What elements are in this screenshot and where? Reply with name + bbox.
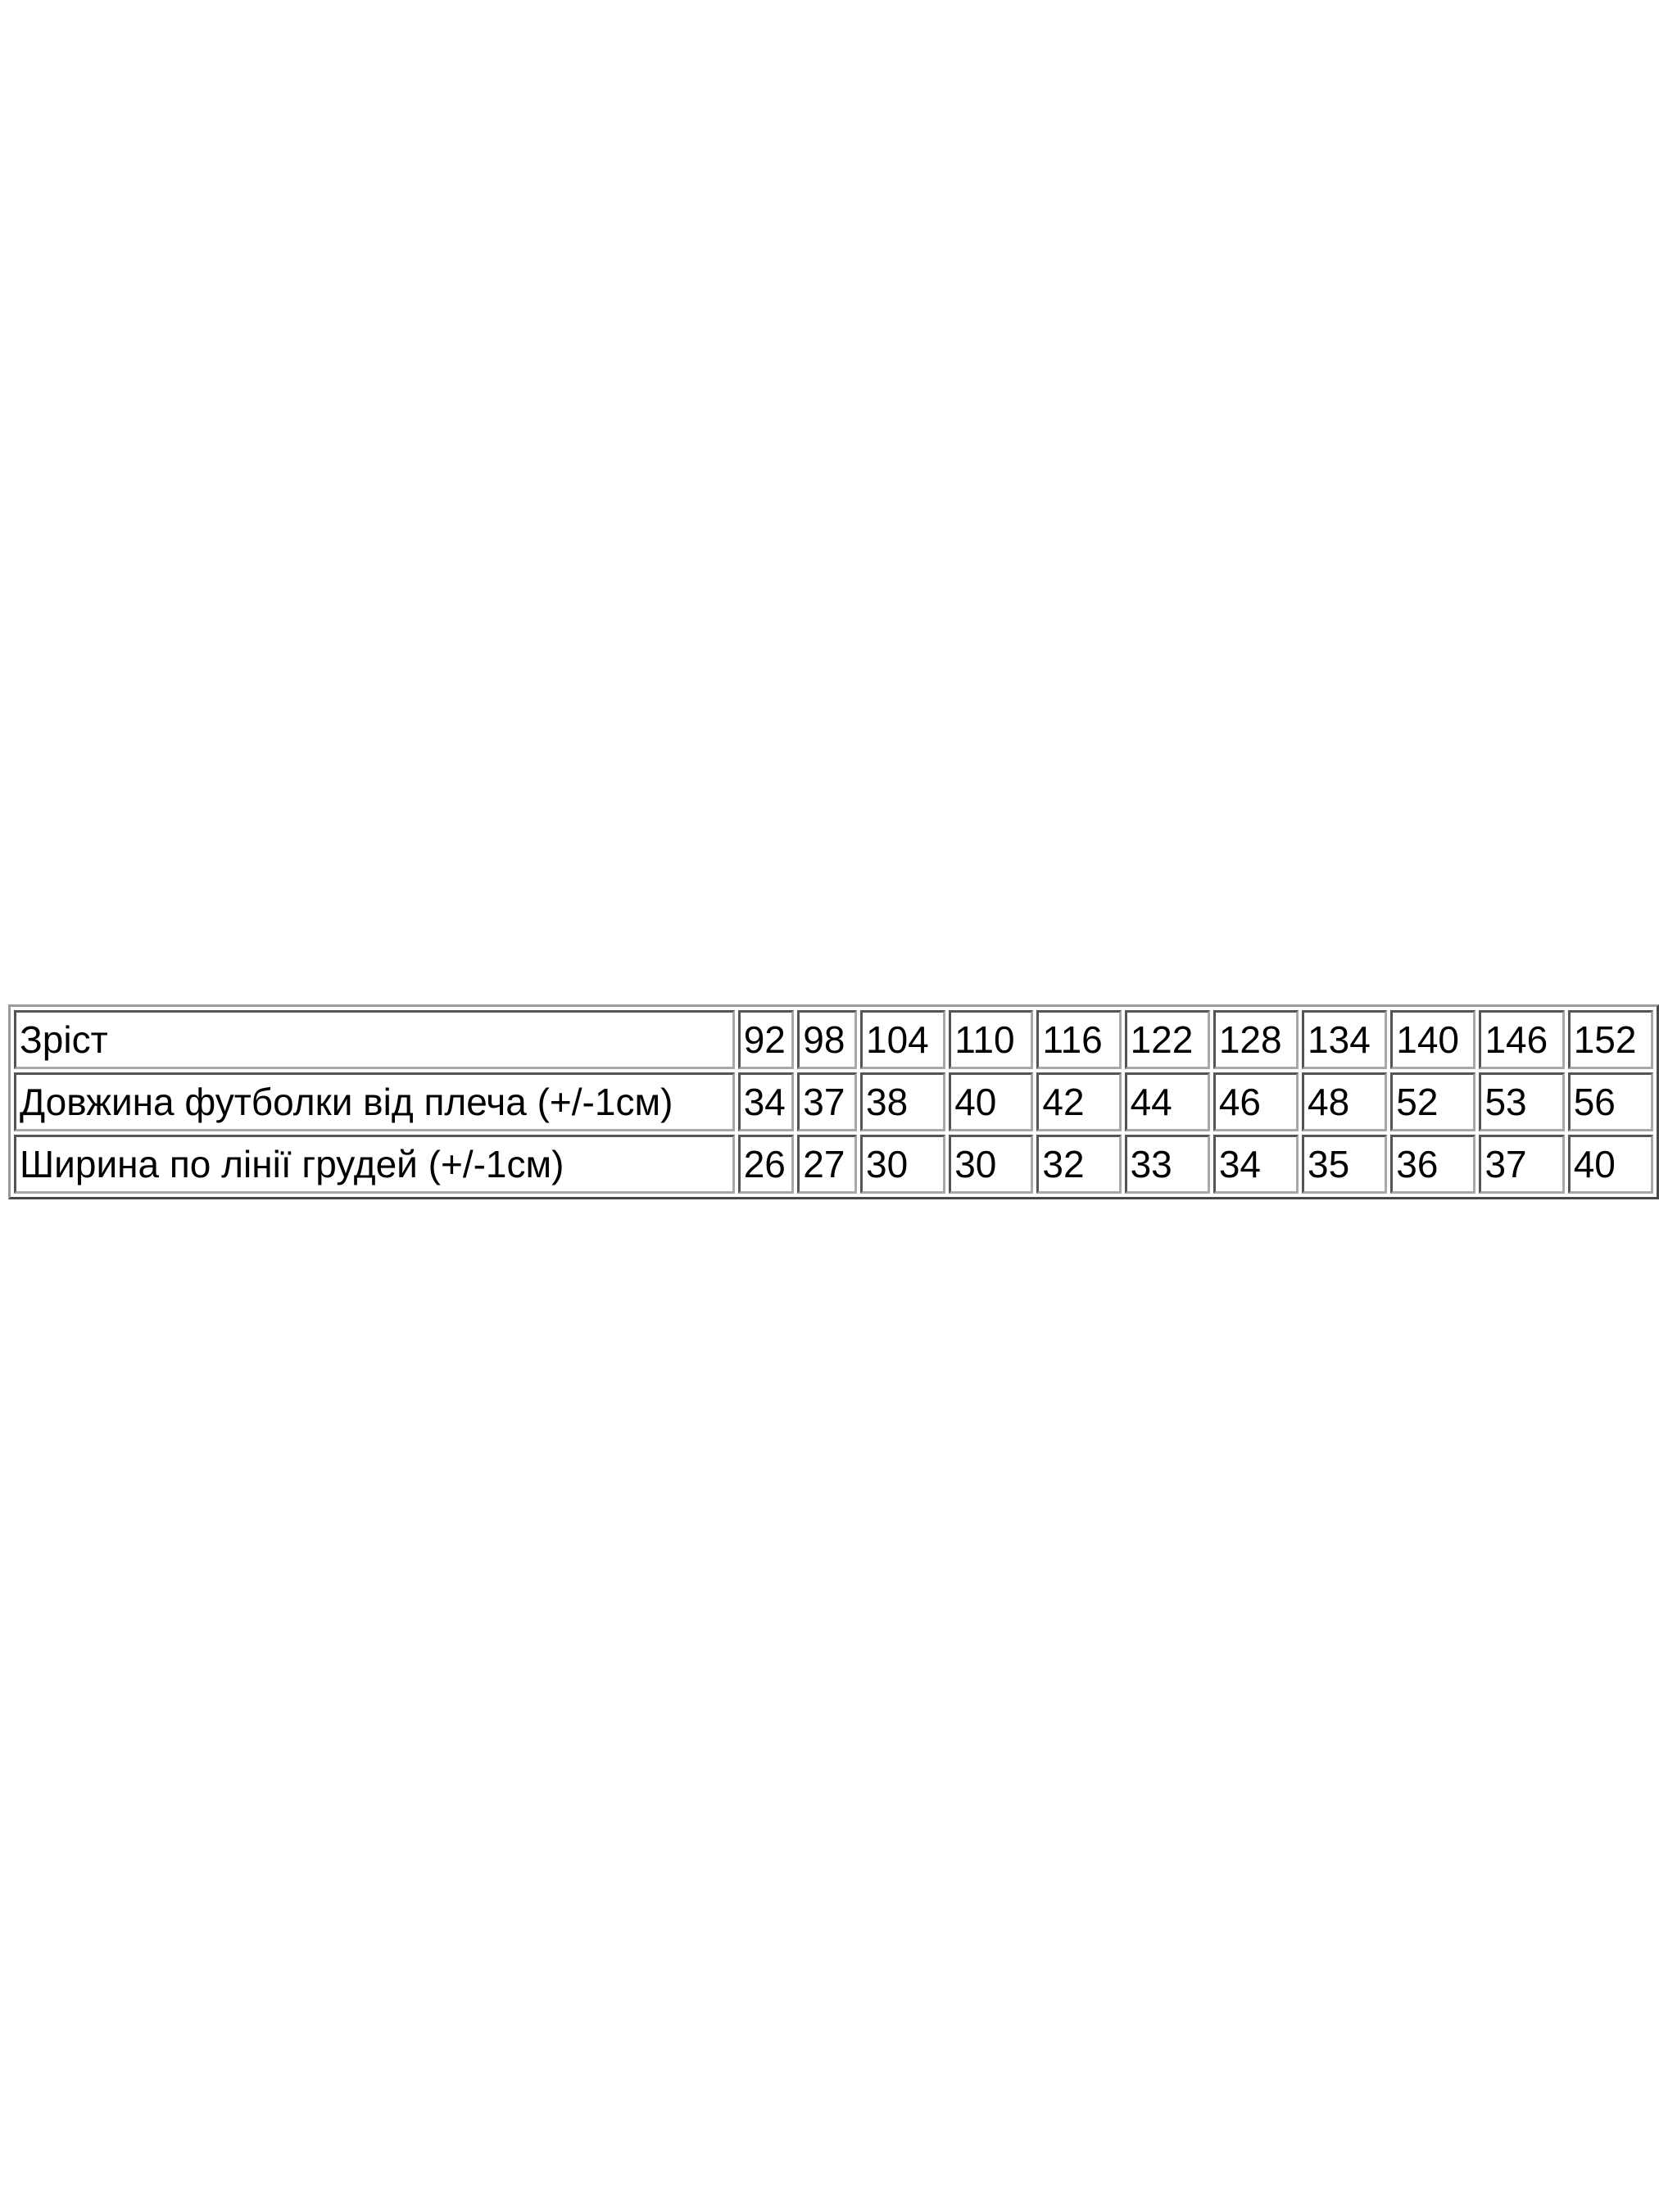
- value-cell: 92: [738, 1010, 795, 1069]
- value-cell: 37: [797, 1072, 857, 1131]
- value-cell: 40: [949, 1072, 1033, 1131]
- row-label-cell: Ширина по лінії грудей (+/-1см): [14, 1135, 735, 1194]
- value-cell: 140: [1390, 1010, 1475, 1069]
- value-cell: 34: [1213, 1135, 1299, 1194]
- value-cell: 30: [860, 1135, 945, 1194]
- table-row: [14, 1072, 1653, 1131]
- table-row: [14, 1010, 1653, 1069]
- value-cell: 38: [860, 1072, 945, 1131]
- value-cell: 134: [1302, 1010, 1387, 1069]
- value-cell: 42: [1036, 1072, 1121, 1131]
- value-cell: 32: [1036, 1135, 1121, 1194]
- value-cell: 104: [860, 1010, 945, 1069]
- size-table-body: [14, 1010, 1653, 1194]
- value-cell: 48: [1302, 1072, 1387, 1131]
- value-cell: 122: [1125, 1010, 1210, 1069]
- value-cell: 30: [949, 1135, 1033, 1194]
- row-label-cell: Зріст: [14, 1010, 735, 1069]
- size-table: [8, 1004, 1659, 1199]
- value-cell: 33: [1125, 1135, 1210, 1194]
- value-cell: 44: [1125, 1072, 1210, 1131]
- value-cell: 110: [949, 1010, 1033, 1069]
- value-cell: 37: [1479, 1135, 1564, 1194]
- value-cell: 26: [738, 1135, 795, 1194]
- value-cell: 27: [797, 1135, 857, 1194]
- table-row: [14, 1135, 1653, 1194]
- value-cell: 34: [738, 1072, 795, 1131]
- value-cell: 152: [1568, 1010, 1653, 1069]
- value-cell: 98: [797, 1010, 857, 1069]
- value-cell: 46: [1213, 1072, 1299, 1131]
- value-cell: 52: [1390, 1072, 1475, 1131]
- row-label-cell: Довжина футболки від плеча (+/-1см): [14, 1072, 735, 1131]
- value-cell: 146: [1479, 1010, 1564, 1069]
- value-cell: 36: [1390, 1135, 1475, 1194]
- value-cell: 53: [1479, 1072, 1564, 1131]
- value-cell: 128: [1213, 1010, 1299, 1069]
- value-cell: 40: [1568, 1135, 1653, 1194]
- value-cell: 116: [1036, 1010, 1121, 1069]
- value-cell: 56: [1568, 1072, 1653, 1131]
- value-cell: 35: [1302, 1135, 1387, 1194]
